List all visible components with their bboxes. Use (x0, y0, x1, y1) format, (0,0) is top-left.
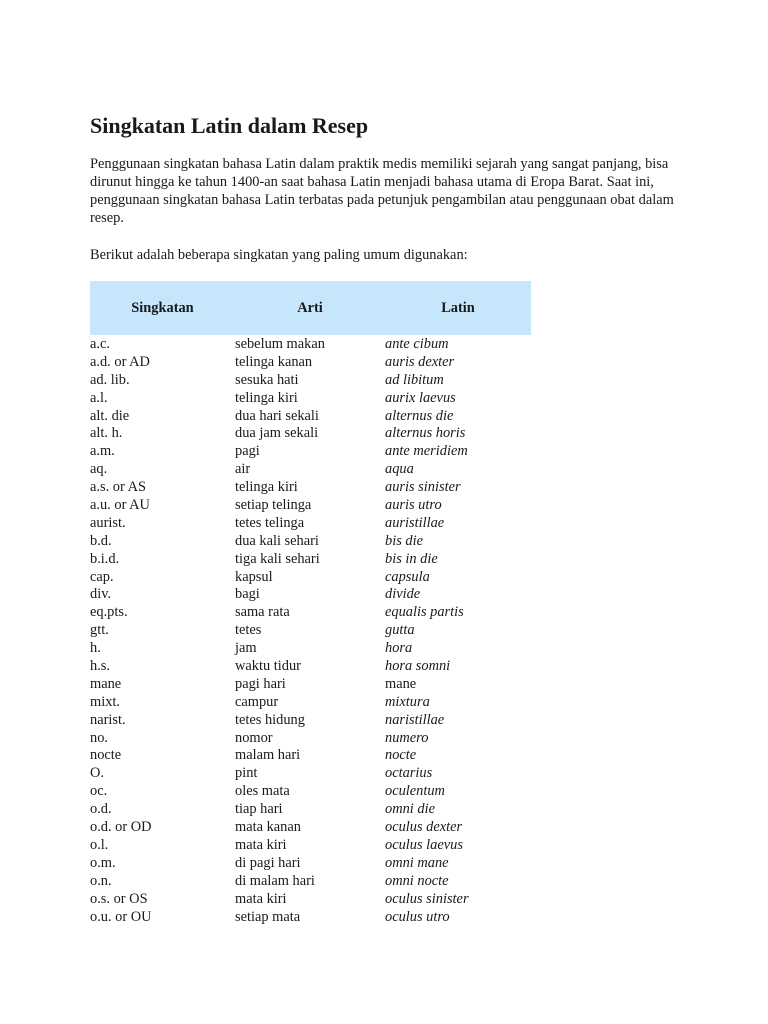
cell-abbreviation: h.s. (90, 658, 110, 675)
page-title: Singkatan Latin dalam Resep (90, 113, 369, 138)
cell-abbreviation: a.m. (90, 443, 115, 460)
cell-meaning: campur (235, 693, 279, 710)
cell-latin: ad libitum (385, 371, 444, 388)
cell-meaning: kapsul (235, 568, 273, 585)
table-row (90, 712, 531, 730)
cell-abbreviation: b.d. (90, 532, 112, 549)
abbreviation-table (90, 281, 531, 926)
table-row (90, 604, 531, 622)
table-row (90, 533, 531, 551)
table-row (90, 837, 531, 855)
table-row (90, 909, 531, 927)
cell-meaning: jam (235, 640, 257, 657)
cell-latin: ante meridiem (385, 443, 468, 460)
cell-latin: mane (385, 675, 417, 692)
cell-meaning: setiap telinga (235, 497, 312, 514)
table-row (90, 515, 531, 533)
cell-abbreviation: O. (90, 765, 104, 782)
cell-latin: gutta (385, 622, 415, 639)
table-row (90, 569, 531, 587)
cell-meaning: telinga kanan (235, 353, 313, 370)
table-row (90, 658, 531, 676)
table-row (90, 425, 531, 443)
cell-abbreviation: alt. die (90, 407, 130, 424)
cell-latin: oculus laevus (385, 836, 463, 853)
cell-latin: bis die (385, 532, 423, 549)
cell-meaning: mata kiri (235, 836, 287, 853)
cell-latin: numero (385, 729, 429, 746)
cell-abbreviation: aq. (90, 461, 108, 478)
table-row (90, 765, 531, 783)
column-header-latin: Latin (441, 299, 475, 316)
cell-latin: aqua (385, 461, 414, 478)
cell-latin: oculentum (385, 783, 445, 800)
cell-latin: hora (385, 640, 413, 657)
cell-abbreviation: o.n. (90, 872, 112, 889)
cell-meaning: bagi (235, 586, 260, 603)
table-row (90, 408, 531, 426)
cell-meaning: dua kali sehari (235, 532, 319, 549)
table-row (90, 783, 531, 801)
cell-abbreviation: narist. (90, 711, 126, 728)
cell-meaning: tetes telinga (235, 514, 305, 531)
cell-abbreviation: aurist. (90, 514, 126, 531)
table-row (90, 443, 531, 461)
table-row (90, 730, 531, 748)
cell-meaning: sama rata (235, 604, 290, 621)
cell-abbreviation: no. (90, 729, 108, 746)
cell-meaning: oles mata (235, 783, 290, 800)
table-row (90, 497, 531, 515)
cell-latin: omni die (385, 801, 435, 818)
cell-meaning: di malam hari (235, 872, 315, 889)
cell-meaning: di pagi hari (235, 854, 301, 871)
table-row (90, 354, 531, 372)
cell-meaning: sesuka hati (235, 371, 299, 388)
cell-meaning: sebelum makan (235, 336, 325, 352)
table-row (90, 873, 531, 891)
cell-latin: omni nocte (385, 872, 449, 889)
cell-meaning: air (235, 461, 251, 478)
table-row (90, 640, 531, 658)
cell-abbreviation: ad. lib. (90, 371, 130, 388)
table-row (90, 586, 531, 604)
cell-latin: equalis partis (385, 604, 464, 621)
cell-latin: alternus die (385, 407, 454, 424)
cell-latin: auris sinister (385, 479, 461, 496)
cell-latin: ante cibum (385, 336, 449, 352)
cell-latin: omni mane (385, 854, 449, 871)
cell-abbreviation: a.l. (90, 389, 108, 406)
table-row (90, 390, 531, 408)
cell-latin: auristillae (385, 514, 445, 531)
cell-abbreviation: oc. (90, 783, 108, 800)
cell-latin: oculus utro (385, 908, 450, 925)
table-row (90, 747, 531, 765)
cell-abbreviation: eq.pts. (90, 604, 128, 621)
cell-latin: divide (385, 586, 421, 603)
table-row (90, 372, 531, 390)
cell-latin: mixtura (385, 693, 430, 710)
table-row (90, 891, 531, 909)
cell-abbreviation: a.d. or AD (90, 353, 150, 370)
cell-meaning: pint (235, 765, 258, 782)
table-row (90, 855, 531, 873)
cell-meaning: pagi hari (235, 675, 286, 692)
cell-abbreviation: nocte (90, 747, 122, 764)
cell-abbreviation: o.m. (90, 854, 116, 871)
cell-abbreviation: a.s. or AS (90, 479, 146, 496)
cell-meaning: nomor (235, 729, 273, 746)
cell-abbreviation: gtt. (90, 622, 109, 639)
column-header-singkatan: Singkatan (131, 299, 194, 316)
cell-latin: auris dexter (385, 353, 455, 370)
table-row (90, 676, 531, 694)
cell-latin: oculus dexter (385, 819, 463, 836)
table-row (90, 479, 531, 497)
cell-abbreviation: a.c. (90, 336, 110, 352)
cell-meaning: tiap hari (235, 801, 283, 818)
cell-abbreviation: cap. (90, 568, 114, 585)
cell-latin: bis in die (385, 550, 438, 567)
cell-meaning: setiap mata (235, 908, 301, 925)
cell-abbreviation: mane (90, 675, 122, 692)
table-row (90, 801, 531, 819)
cell-abbreviation: mixt. (90, 693, 120, 710)
cell-meaning: tetes hidung (235, 711, 305, 728)
cell-abbreviation: a.u. or AU (90, 497, 150, 514)
table-row (90, 622, 531, 640)
table-body (90, 336, 531, 926)
cell-latin: octarius (385, 765, 433, 782)
cell-abbreviation: h. (90, 640, 101, 657)
cell-abbreviation: div. (90, 586, 112, 603)
table-header (90, 281, 531, 335)
cell-meaning: malam hari (235, 747, 301, 764)
cell-meaning: telinga kiri (235, 389, 298, 406)
table-row (90, 461, 531, 479)
cell-meaning: dua hari sekali (235, 407, 319, 424)
table-row (90, 819, 531, 837)
lead-paragraph: Berikut adalah beberapa singkatan yang paling umum digunakan: (90, 247, 468, 263)
cell-latin: capsula (385, 568, 430, 585)
cell-abbreviation: o.l. (90, 836, 109, 853)
cell-latin: hora somni (385, 658, 451, 675)
cell-meaning: dua jam sekali (235, 425, 319, 442)
cell-meaning: waktu tidur (235, 658, 301, 675)
cell-latin: oculus sinister (385, 890, 469, 907)
table-row (90, 336, 531, 354)
table-row (90, 694, 531, 712)
cell-meaning: telinga kiri (235, 479, 298, 496)
cell-abbreviation: o.s. or OS (90, 890, 148, 907)
cell-meaning: pagi (235, 443, 260, 460)
column-header-arti: Arti (297, 299, 323, 316)
cell-abbreviation: o.u. or OU (90, 908, 152, 925)
cell-meaning: tetes (235, 622, 262, 639)
intro-paragraph: Penggunaan singkatan bahasa Latin dalam praktik medis memiliki sejarah yang sangat panjang, bisa dirunut hingga ke tahun 1400-an saat bahasa Latin menjadi bahasa utama di Eropa Barat. Saat ini, penggunaan singkatan bahasa Latin terbatas pada petunjuk pengambilan atau penggunaan obat dalam resep. (90, 156, 674, 226)
cell-latin: nocte (385, 747, 417, 764)
cell-meaning: mata kanan (235, 819, 301, 836)
cell-latin: auris utro (385, 497, 442, 514)
cell-abbreviation: o.d. (90, 801, 112, 818)
cell-latin: aurix laevus (385, 389, 456, 406)
cell-abbreviation: o.d. or OD (90, 819, 152, 836)
table-row (90, 551, 531, 569)
cell-latin: alternus horis (385, 425, 466, 442)
cell-latin: naristillae (385, 711, 445, 728)
cell-meaning: tiga kali sehari (235, 550, 320, 567)
cell-abbreviation: alt. h. (90, 425, 123, 442)
cell-abbreviation: b.i.d. (90, 550, 120, 567)
cell-meaning: mata kiri (235, 890, 287, 907)
